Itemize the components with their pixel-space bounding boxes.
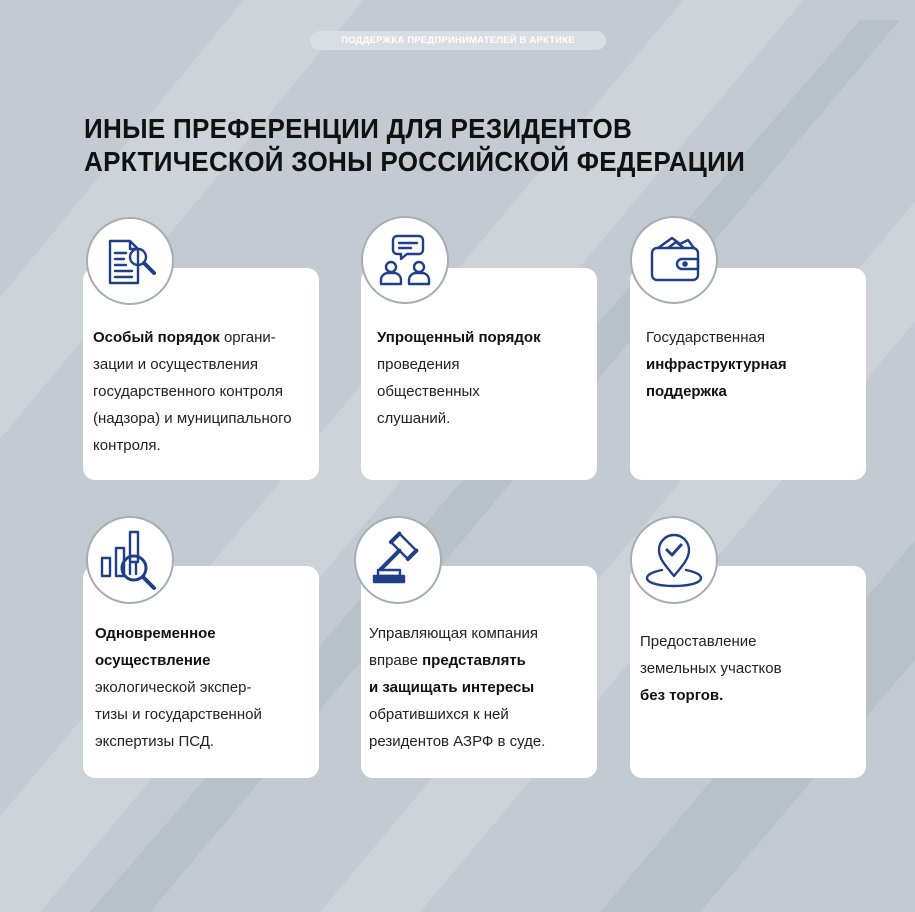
- card-management-company: Управляющая компания вправе представлять и защищать интересы обратившихся к ней резидентов АЗРФ в суде.: [361, 566, 597, 778]
- card-simultaneous-expertise: Одновременное осуществление экологической экспер- тизы и государственной экспертизы ПСД.: [83, 566, 319, 778]
- card-infrastructure-support: Государственная инфраструктурная поддержка: [630, 268, 866, 480]
- icon-circle-3: [630, 216, 718, 304]
- icon-circle-1: [86, 217, 174, 305]
- public-hearing-icon: [363, 218, 447, 302]
- card-public-hearings: Упрощенный порядок проведения общественных слушаний.: [361, 268, 597, 480]
- header-label: ПОДДЕРЖКА ПРЕДПРИНИМАТЕЛЕЙ В АРКТИКЕ: [310, 31, 606, 50]
- chart-magnifier-icon: [88, 518, 172, 602]
- wallet-icon: [632, 218, 716, 302]
- location-check-icon: [632, 518, 716, 602]
- gavel-icon: [356, 518, 440, 602]
- card-special-control: Особый порядок органи- зации и осуществления государственного контроля (надзора) и муниципального контроля.: [83, 268, 319, 480]
- icon-circle-5: [354, 516, 442, 604]
- document-search-icon: [88, 219, 172, 303]
- icon-circle-4: [86, 516, 174, 604]
- card-land-plots: Предоставление земельных участков без торгов.: [630, 566, 866, 778]
- page-title: ИНЫЕ ПРЕФЕРЕНЦИИ ДЛЯ РЕЗИДЕНТОВ АРКТИЧЕСКОЙ ЗОНЫ РОССИЙСКОЙ ФЕДЕРАЦИИ: [84, 113, 746, 177]
- icon-circle-6: [630, 516, 718, 604]
- icon-circle-2: [361, 216, 449, 304]
